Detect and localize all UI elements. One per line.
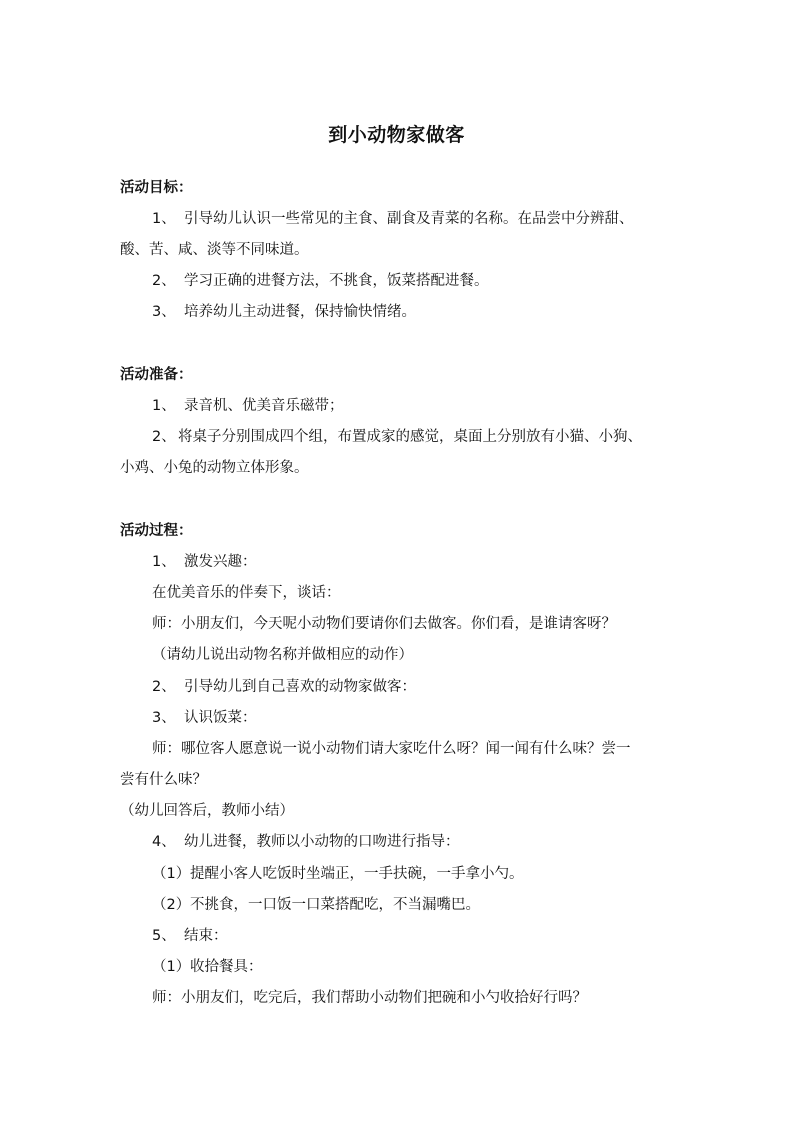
step-5-item-1 — [152, 955, 263, 979]
step-3-line-2: 尝有什么味？ — [120, 772, 207, 788]
step-5-item-1-text: 收拾餐具： — [190, 959, 263, 975]
step-4-number: 4、 — [152, 834, 176, 850]
prep-1-text: 录音机、优美音乐磁带； — [184, 398, 344, 414]
step-4-item-2-number: （2） — [152, 897, 191, 913]
goal-1-number: 1、 — [152, 211, 176, 227]
step-3-number: 3、 — [152, 710, 176, 726]
goal-item-2 — [152, 269, 489, 293]
goal-2-number: 2、 — [152, 273, 176, 289]
goal-2-text: 学习正确的进餐方法，不挑食，饭菜搭配进餐。 — [184, 273, 489, 289]
goal-item-1 — [152, 207, 634, 231]
step-4-item-1-text: 提醒小客人吃饭时坐端正，一手扶碗，一手拿小勺。 — [190, 866, 524, 882]
step-4-item-2 — [152, 893, 480, 917]
step-5-text: 结束： — [184, 928, 228, 944]
goal-item-3 — [152, 300, 416, 324]
prep-item-2 — [152, 425, 642, 449]
step-2-text: 引导幼儿到自己喜欢的动物家做客： — [184, 679, 416, 695]
step-1-text: 激发兴趣： — [184, 554, 257, 570]
process-step-4 — [152, 830, 460, 854]
step-5-line: 师：小朋友们，吃完后，我们帮助小动物们把碗和小勺收拾好行吗？ — [152, 990, 587, 1006]
page-title: 到小动物家做客 — [328, 124, 465, 146]
prep-2-continuation: 小鸡、小兔的动物立体形象。 — [120, 460, 309, 476]
step-4-text: 幼儿进餐，教师以小动物的口吻进行指导： — [184, 834, 460, 850]
step-5-number: 5、 — [152, 928, 176, 944]
goal-1-continuation: 酸、苦、咸、淡等不同味道。 — [120, 242, 309, 258]
process-step-3 — [152, 706, 257, 730]
step-4-item-1 — [152, 862, 524, 886]
step-1-line-3: （请幼儿说出动物名称并做相应的动作） — [152, 647, 413, 663]
step-5-item-1-number: （1） — [152, 959, 191, 975]
goals-heading: 活动目标： — [120, 180, 193, 196]
goal-1-text: 引导幼儿认识一些常见的主食、副食及青菜的名称。在品尝中分辨甜、 — [184, 211, 634, 227]
step-3-line-3: （幼儿回答后，教师小结） — [120, 803, 294, 819]
step-2-number: 2、 — [152, 679, 176, 695]
prep-2-text: 将桌子分别围成四个组，布置成家的感觉，桌面上分别放有小猫、小狗、 — [178, 429, 642, 445]
step-4-item-1-number: （1） — [152, 866, 191, 882]
step-1-number: 1、 — [152, 554, 176, 570]
process-heading: 活动过程： — [120, 523, 193, 539]
prep-heading: 活动准备： — [120, 367, 193, 383]
step-3-line-1: 师：哪位客人愿意说一说小动物们请大家吃什么呀？闻一闻有什么味？尝一 — [152, 741, 631, 757]
process-step-1 — [152, 550, 257, 574]
step-1-line-2: 师：小朋友们，今天呢小动物们要请你们去做客。你们看，是谁请客呀？ — [152, 616, 616, 632]
goal-3-number: 3、 — [152, 304, 176, 320]
process-step-5 — [152, 924, 228, 948]
step-3-text: 认识饭菜： — [184, 710, 257, 726]
step-4-item-2-text: 不挑食，一口饭一口菜搭配吃，不当漏嘴巴。 — [190, 897, 480, 913]
prep-2-number: 2、 — [152, 429, 176, 445]
step-1-line-1: 在优美音乐的伴奏下，谈话： — [152, 585, 341, 601]
prep-item-1 — [152, 394, 344, 418]
process-step-2 — [152, 675, 416, 699]
goal-3-text: 培养幼儿主动进餐，保持愉快情绪。 — [184, 304, 416, 320]
prep-1-number: 1、 — [152, 398, 176, 414]
